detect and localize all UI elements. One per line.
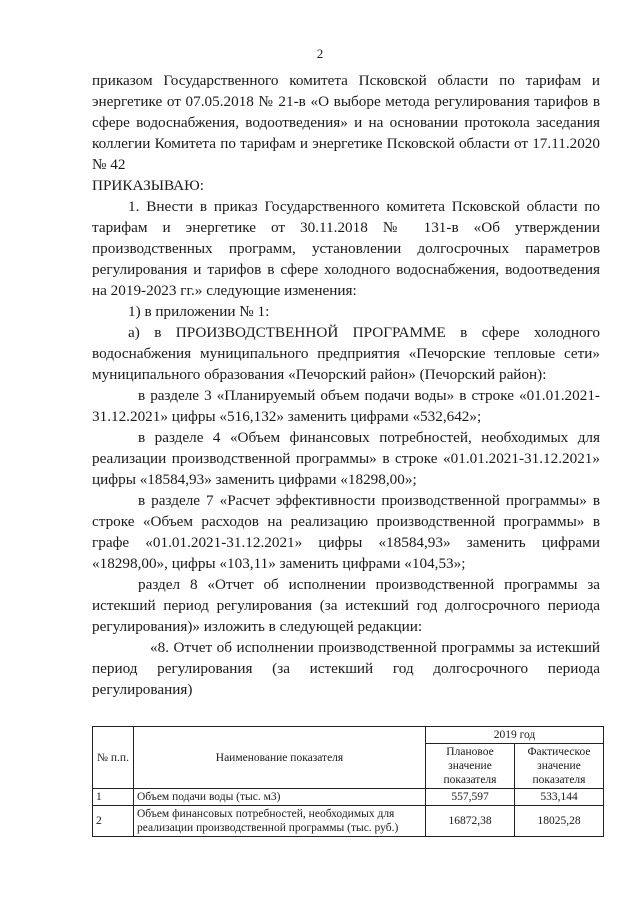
header-number: № п.п. bbox=[93, 727, 134, 789]
paragraph-section-7: в разделе 7 «Расчет эффективности производственной программы» в строке «Объем расходов на реализацию производственной программы» в графе «01.01.2021-31.12.2021» цифры «18584,93» заменить цифрами «18298,00», цифры «103,11» заменить цифрами «104,53»; bbox=[92, 492, 600, 572]
header-year: 2019 год bbox=[426, 727, 604, 744]
paragraph-subitem-a: а) в ПРОИЗВОДСТВЕННОЙ ПРОГРАММЕ в сфере холодного водоснабжения муниципального предприятия «Печорские тепловые сети» муниципального образования «Печорский район» (Печорский район): bbox=[92, 324, 600, 383]
row-actual-value: 533,144 bbox=[515, 789, 604, 806]
paragraph-item-1: 1. Внести в приказ Государственного комитета Псковской области по тарифам и энергетике от 30.11.2018 № 131-в «Об утверждении производственных программ, установлении долгосрочных параметров регулирования и тарифов в сфере холодного водоснабжения, водоотведения на 2019-2023 гг.» следующие изменения: bbox=[92, 198, 600, 299]
paragraph-section-3: в разделе 3 «Планируемый объем подачи воды» в строке «01.01.2021-31.12.2021» цифры «516,132» заменить цифрами «532,642»; bbox=[92, 387, 600, 425]
row-planned-value: 16872,38 bbox=[426, 806, 515, 837]
report-table bbox=[92, 726, 604, 837]
row-number: 1 bbox=[93, 789, 134, 806]
paragraph-preamble: приказом Государственного комитета Псковской области по тарифам и энергетике от 07.05.2018 № 21-в «О выборе метода регулирования тарифов в сфере водоснабжения, водоотведения» и на основании протокола заседания коллегии Комитета по тарифам и энергетике Псковской области от 17.11.2020 № 42 bbox=[92, 72, 600, 173]
row-indicator-name: Объем финансовых потребностей, необходимых для реализации производственной программы (тыс. руб.) bbox=[134, 806, 426, 837]
paragraph-order-word: ПРИКАЗЫВАЮ: bbox=[92, 177, 204, 194]
table-header-row bbox=[93, 727, 604, 744]
page-number: 2 bbox=[316, 46, 324, 61]
row-number: 2 bbox=[93, 806, 134, 837]
table-row bbox=[93, 806, 604, 837]
table-row bbox=[93, 789, 604, 806]
row-indicator-name: Объем подачи воды (тыс. м3) bbox=[134, 789, 426, 806]
paragraph-report-title: «8. Отчет об исполнении производственной программы за истекший период регулирования (за истекший год долгосрочного периода регулирования) bbox=[92, 639, 600, 698]
paragraph-section-4: в разделе 4 «Объем финансовых потребностей, необходимых для реализации производственной программы» в строке «01.01.2021-31.12.2021» цифры «18584,93» заменить цифрами «18298,00»; bbox=[92, 429, 600, 488]
paragraph-subitem-1: 1) в приложении № 1: bbox=[128, 303, 270, 320]
paragraph-section-8: раздел 8 «Отчет об исполнении производственной программы за истекший период регулирования (за истекший год долгосрочного периода регулирования)» изложить в следующей редакции: bbox=[92, 576, 600, 635]
header-planned: Плановое значение показателя bbox=[426, 744, 515, 789]
header-actual: Фактическое значение показателя bbox=[515, 744, 604, 789]
header-indicator-name: Наименование показателя bbox=[134, 727, 426, 789]
document-body bbox=[92, 70, 600, 700]
row-actual-value: 18025,28 bbox=[515, 806, 604, 837]
row-planned-value: 557,597 bbox=[426, 789, 515, 806]
